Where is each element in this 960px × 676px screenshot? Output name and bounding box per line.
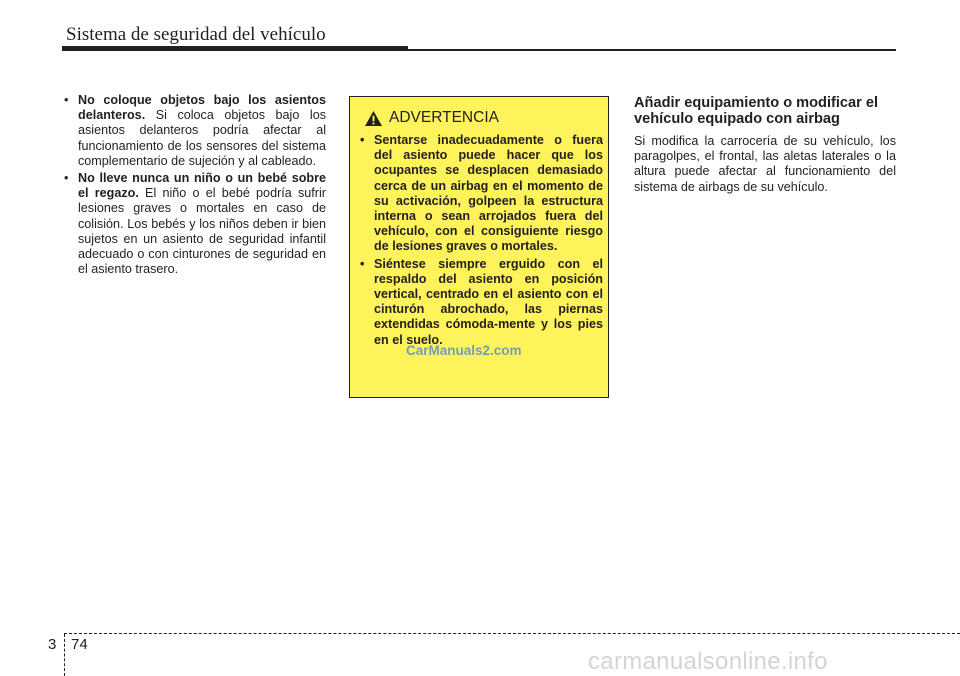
warning-item-text: Siéntese siempre erguido con el respaldo del asiento en posición vertical, centrado en el asiento con el cinturón abrochado, las piernas extendidas cómoda-mente y los pies en el suelo. <box>374 256 603 347</box>
section-title: Añadir equipamiento o modificar el vehículo equipado con airbag <box>634 95 879 127</box>
header-rule-thin <box>408 49 896 51</box>
warning-item-text: Sentarse inadecuadamente o fuera del asiento puede hacer que los ocupantes se desplacen demasiado cerca de un airbag en el momento de su activación, golpeen la estructura interna o sean arrojados fuera del vehículo, con el consiguiente riesgo de lesiones graves o mortales. <box>374 133 603 254</box>
list-item <box>62 171 326 277</box>
warning-triangle-icon <box>364 110 383 127</box>
right-column <box>634 95 896 195</box>
page-number: 74 <box>71 636 88 653</box>
bullet-lead: No coloque objetos bajo los asientos delanteros. <box>78 93 326 123</box>
bullet-text: Si coloca objetos bajo los asientos delanteros podría afectar al funcionamiento de los sensores del sistema complementario de sujeción y al cableado. <box>78 108 326 168</box>
bullet-icon: • <box>360 256 365 271</box>
bullet-icon: • <box>64 93 69 107</box>
left-bullet-list <box>62 93 326 277</box>
bullet-text: El niño o el bebé podría sufrir lesiones graves o mortales en caso de colisión. Los bebés y los niños deben ir bien sujetos en un asiento de seguridad infantil adecuado o con cinturones de seguridad en el asiento trasero. <box>78 186 326 277</box>
warning-list <box>358 133 603 350</box>
watermark-text: CarManuals2.com <box>406 343 522 358</box>
warning-header <box>364 109 499 127</box>
list-item <box>358 257 603 348</box>
warning-title: ADVERTENCIA <box>389 109 499 126</box>
list-item <box>62 93 326 169</box>
page-header-title: Sistema de seguridad del vehículo <box>66 24 326 45</box>
bullet-icon: • <box>360 133 365 147</box>
section-body: Si modifica la carrocería de su vehículo, los paragolpes, el frontal, las aletas laterales o la altura puede afectar al funcionamiento del sistema de airbags de su vehículo. <box>634 134 896 194</box>
site-watermark: carmanualsonline.info <box>588 648 828 675</box>
header-rule-thick <box>62 46 408 51</box>
footer-rule <box>64 633 960 634</box>
footer-divider <box>64 634 65 676</box>
bullet-lead: No lleve nunca un niño o un bebé sobre el regazo. <box>78 171 326 201</box>
left-column <box>62 93 326 279</box>
bullet-icon: • <box>64 171 69 186</box>
chapter-number: 3 <box>48 636 57 653</box>
list-item <box>358 133 603 255</box>
